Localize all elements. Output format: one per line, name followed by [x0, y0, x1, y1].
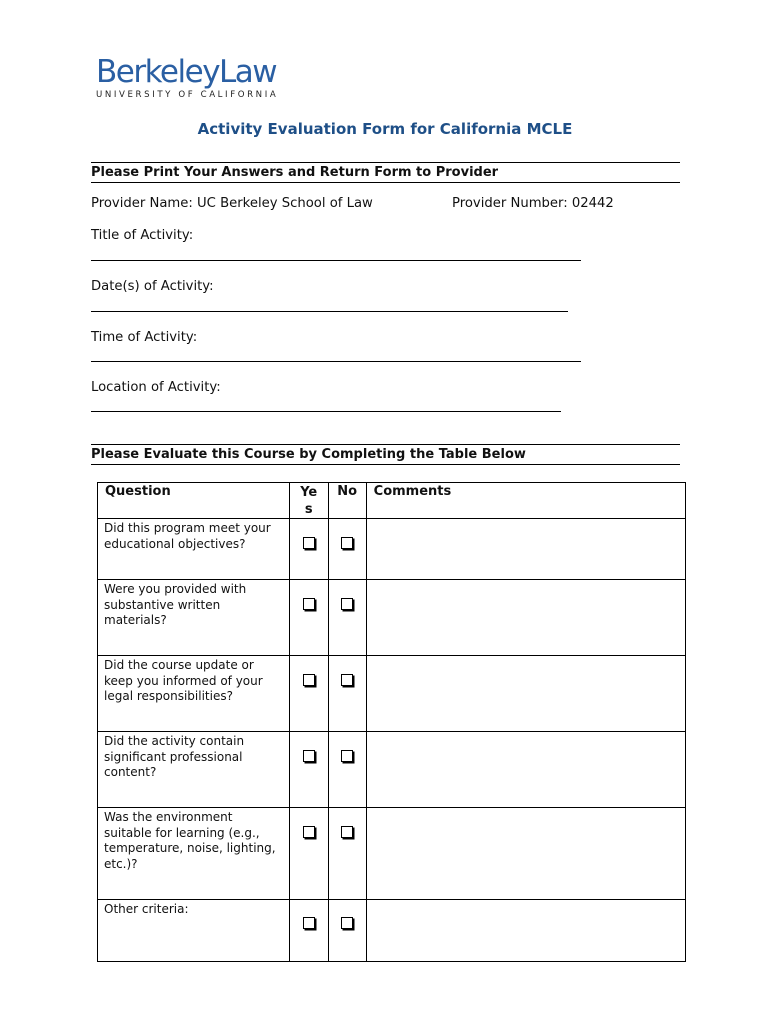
table-row: [98, 519, 686, 580]
yes-cell: [289, 519, 328, 580]
question-cell: Were you provided with substantive written materials?: [98, 580, 290, 656]
yes-checkbox[interactable]: [303, 674, 315, 686]
comments-cell[interactable]: [366, 732, 685, 808]
no-checkbox[interactable]: [341, 917, 353, 929]
location-of-activity-field[interactable]: [91, 411, 561, 412]
comments-cell[interactable]: [366, 900, 685, 962]
page-title: Activity Evaluation Form for California MCLE: [197, 120, 573, 138]
header-no: No: [328, 483, 366, 519]
yes-cell: [289, 656, 328, 732]
provider-name: Provider Name: UC Berkeley School of Law: [91, 196, 373, 211]
no-cell: [328, 580, 366, 656]
yes-checkbox[interactable]: [303, 750, 315, 762]
section-heading-evaluate: Please Evaluate this Course by Completing the Table Below: [91, 447, 526, 462]
no-cell: [328, 656, 366, 732]
berkeley-law-logo: [96, 55, 278, 100]
no-cell: [328, 732, 366, 808]
comments-cell[interactable]: [366, 580, 685, 656]
header-comments: Comments: [366, 483, 685, 519]
question-cell: Did this program meet your educational objectives?: [98, 519, 290, 580]
time-of-activity-label: Time of Activity:: [91, 330, 198, 345]
title-of-activity-label: Title of Activity:: [91, 228, 194, 243]
yes-cell: [289, 732, 328, 808]
no-checkbox[interactable]: [341, 826, 353, 838]
evaluation-table: [97, 482, 686, 962]
divider: [91, 444, 680, 445]
logo-wordmark: BerkeleyLaw: [96, 54, 277, 90]
no-checkbox[interactable]: [341, 674, 353, 686]
no-cell: [328, 519, 366, 580]
yes-cell: [289, 900, 328, 962]
no-checkbox[interactable]: [341, 598, 353, 610]
table-row: [98, 808, 686, 900]
comments-cell[interactable]: [366, 519, 685, 580]
dates-of-activity-field[interactable]: [91, 311, 568, 312]
yes-checkbox[interactable]: [303, 537, 315, 549]
provider-number: Provider Number: 02442: [452, 196, 614, 211]
dates-of-activity-label: Date(s) of Activity:: [91, 279, 214, 294]
comments-cell[interactable]: [366, 808, 685, 900]
table-header-row: [98, 483, 686, 519]
no-cell: [328, 900, 366, 962]
logo-subtitle: UNIVERSITY OF CALIFORNIA: [96, 90, 279, 100]
question-cell: Was the environment suitable for learning (e.g., temperature, noise, lighting, etc.)?: [98, 808, 290, 900]
no-checkbox[interactable]: [341, 537, 353, 549]
yes-cell: [289, 580, 328, 656]
table-row: [98, 656, 686, 732]
yes-checkbox[interactable]: [303, 598, 315, 610]
no-cell: [328, 808, 366, 900]
question-cell: Did the course update or keep you informed of your legal responsibilities?: [98, 656, 290, 732]
header-question: Question: [98, 483, 290, 519]
table-row: [98, 900, 686, 962]
yes-cell: [289, 808, 328, 900]
location-of-activity-label: Location of Activity:: [91, 380, 221, 395]
header-yes: Ye s: [289, 483, 328, 519]
time-of-activity-field[interactable]: [91, 361, 581, 362]
yes-checkbox[interactable]: [303, 917, 315, 929]
title-of-activity-field[interactable]: [91, 260, 581, 261]
table-row: [98, 732, 686, 808]
section-heading-print: Please Print Your Answers and Return Form to Provider: [91, 165, 499, 180]
divider: [91, 162, 680, 163]
comments-cell[interactable]: [366, 656, 685, 732]
divider: [91, 464, 680, 465]
question-cell: Other criteria:: [98, 900, 290, 962]
no-checkbox[interactable]: [341, 750, 353, 762]
table-row: [98, 580, 686, 656]
divider: [91, 182, 680, 183]
yes-checkbox[interactable]: [303, 826, 315, 838]
question-cell: Did the activity contain significant professional content?: [98, 732, 290, 808]
